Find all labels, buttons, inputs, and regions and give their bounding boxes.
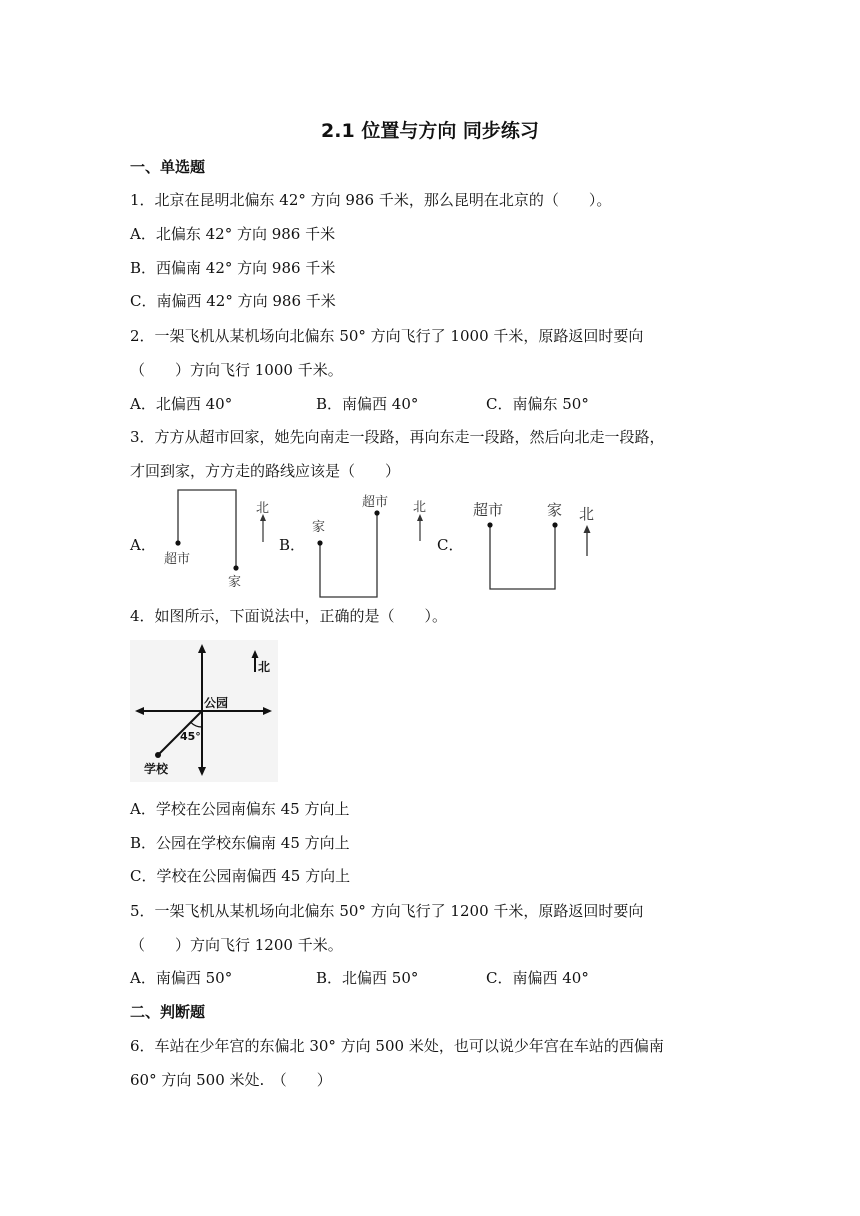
question-3-stem-line2: 才回到家，方方走的路线应该是（ ） bbox=[130, 462, 401, 480]
question-1-stem: 1．北京在昆明北偏东 42° 方向 986 千米，那么昆明在北京的（ ）。 bbox=[130, 191, 612, 209]
question-3-option-c-label: C． bbox=[437, 536, 464, 554]
figure-a-market-label: 超市 bbox=[164, 552, 191, 567]
figure-b-north-arrow-icon bbox=[417, 514, 423, 521]
figure-b-north-label: 北 bbox=[413, 500, 427, 515]
question-3-option-a-label: A． bbox=[130, 536, 156, 554]
question-5-option-c: C．南偏西 40° bbox=[486, 969, 589, 987]
figure-b-route bbox=[312, 494, 426, 597]
question-6-stem-line2: 60° 方向 500 米处. （ ） bbox=[130, 1071, 332, 1089]
figure-b-market-label: 超市 bbox=[362, 495, 389, 510]
question-4-option-a: A．学校在公园南偏东 45 方向上 bbox=[130, 800, 350, 818]
figure-c-north-arrow-icon bbox=[584, 525, 591, 533]
question-2-option-c: C．南偏东 50° bbox=[486, 395, 589, 413]
school-label: 学校 bbox=[144, 762, 169, 776]
figure-c-home-label: 家 bbox=[547, 501, 563, 519]
question-3-option-b-label: B． bbox=[279, 536, 306, 554]
question-4-stem: 4．如图所示，下面说法中，正确的是（ ）。 bbox=[130, 607, 448, 625]
section-heading-single-choice: 一、单选题 bbox=[130, 158, 206, 176]
figure-a-route bbox=[164, 490, 269, 590]
question-2-option-a: A．北偏西 40° bbox=[130, 395, 233, 413]
question-3-stem-line1: 3．方方从超市回家，她先向南走一段路，再向东走一段路，然后向北走一段路， bbox=[130, 428, 665, 446]
north-label: 北 bbox=[258, 660, 271, 674]
figure-c-north-label: 北 bbox=[579, 505, 595, 523]
angle-label: 45° bbox=[180, 730, 201, 743]
question-5-stem-line2: （ ）方向飞行 1200 千米。 bbox=[130, 936, 343, 954]
question-5-option-b: B．北偏西 50° bbox=[316, 969, 419, 987]
question-5-stem-line1: 5．一架飞机从某机场向北偏东 50° 方向飞行了 1200 千米，原路返回时要向 bbox=[130, 902, 644, 920]
question-5-option-a: A．南偏西 50° bbox=[130, 969, 233, 987]
question-4-option-c: C．学校在公园南偏西 45 方向上 bbox=[130, 867, 351, 885]
figure-a-home-label: 家 bbox=[228, 575, 242, 590]
question-4-option-b: B．公园在学校东偏南 45 方向上 bbox=[130, 834, 350, 852]
park-label: 公园 bbox=[204, 696, 229, 710]
question-2-stem-line1: 2．一架飞机从某机场向北偏东 50° 方向飞行了 1000 千米，原路返回时要向 bbox=[130, 327, 644, 345]
question-1-option-c: C．南偏西 42° 方向 986 千米 bbox=[130, 292, 336, 310]
figure-c-market-label: 超市 bbox=[473, 501, 504, 519]
question-2-stem-line2: （ ）方向飞行 1000 千米。 bbox=[130, 361, 343, 379]
figure-c-route bbox=[473, 501, 594, 589]
page-title: 2.1 位置与方向 同步练习 bbox=[321, 120, 539, 142]
figure-b-home-label: 家 bbox=[312, 520, 326, 535]
question-4-map-figure bbox=[130, 640, 278, 782]
question-1-option-a: A．北偏东 42° 方向 986 千米 bbox=[130, 225, 336, 243]
figure-a-north-label: 北 bbox=[256, 501, 270, 516]
question-2-option-b: B．南偏西 40° bbox=[316, 395, 419, 413]
question-6-stem-line1: 6．车站在少年宫的东偏北 30° 方向 500 米处，也可以说少年宫在车站的西偏南 bbox=[130, 1037, 664, 1055]
question-1-option-b: B．西偏南 42° 方向 986 千米 bbox=[130, 259, 336, 277]
section-heading-true-false: 二、判断题 bbox=[130, 1003, 206, 1021]
